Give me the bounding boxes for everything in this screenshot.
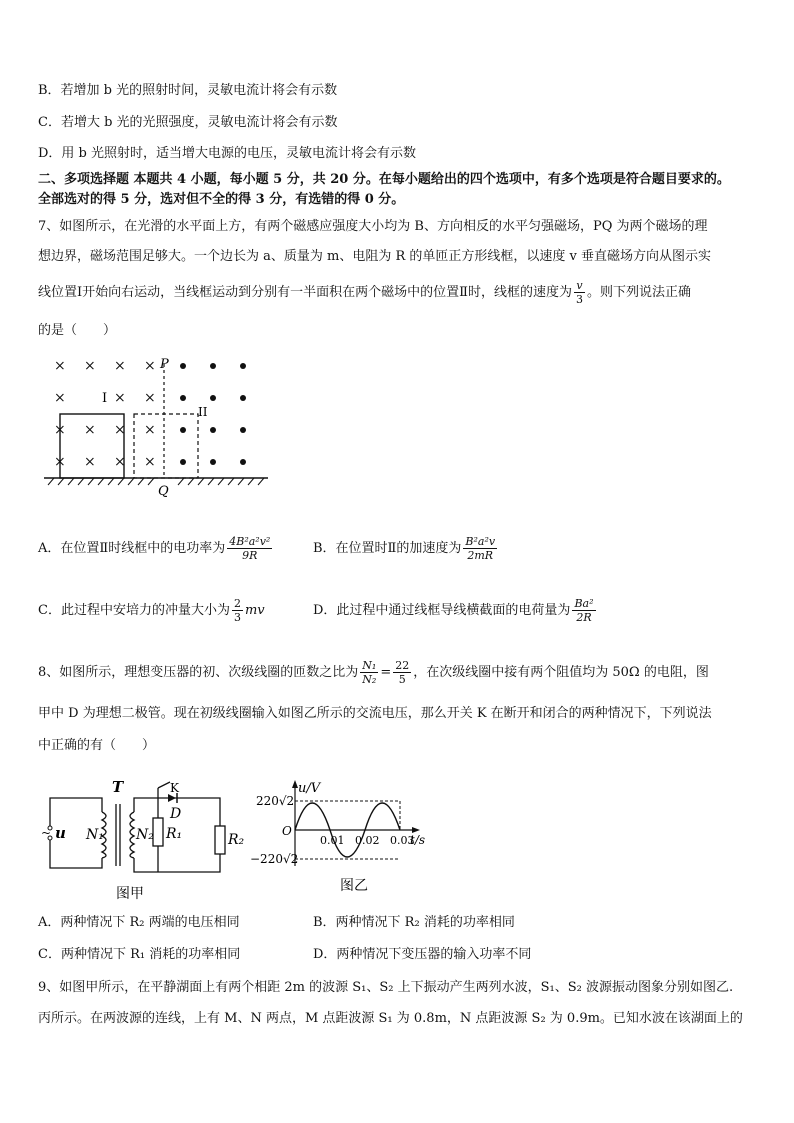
q8-ratio-fraction-1 (360, 659, 378, 686)
switch-k (158, 782, 170, 788)
secondary-coil (130, 812, 134, 858)
q7-optD-fraction (572, 597, 595, 624)
q7-optD-text: D．此过程中通过线框导线横截面的电荷量为 (313, 603, 571, 618)
cross-mark: × (54, 454, 66, 470)
dot-mark (180, 363, 186, 369)
q8-option-a: A．两种情况下 R₂ 两端的电压相同 (38, 915, 240, 930)
q7-optB-text: B．在位置时Ⅱ的加速度为 (313, 541, 462, 556)
q8-stem-1a: 8、如图所示，理想变压器的初、次级线圈的匝数之比为 (38, 665, 359, 680)
dot-mark (240, 363, 246, 369)
cross-mark: × (114, 390, 126, 406)
q7-optB-den: 2mR (467, 549, 494, 562)
caption-fig-b: 图乙 (340, 878, 368, 894)
label-n2: N₂ (136, 827, 154, 843)
cross-mark: × (144, 390, 156, 406)
q7-stem-3a: 线位置Ⅰ开始向右运动，当线框运动到分别有一半面积在两个磁场中的位置Ⅱ时，线框的速度为 (38, 285, 572, 300)
q7-stem-2: 想边界，磁场范围足够大。一个边长为 a、质量为 m、电阻为 R 的单匝正方形线框，以速度 v 垂直磁场方向从图示实 (38, 249, 712, 264)
q8-stem-3: 中正确的有（ ） (38, 738, 156, 753)
q7-optA-text: A．在位置Ⅱ时线框中的电功率为 (38, 541, 226, 556)
x-axis-label: t/s (410, 833, 425, 847)
ground-hatch (48, 478, 264, 485)
q7-optA-den: 9R (242, 549, 258, 562)
dot-mark (210, 395, 216, 401)
dot-mark (180, 459, 186, 465)
q7-stem-3 (38, 279, 691, 306)
dot-mark (240, 427, 246, 433)
label-u: u (55, 824, 66, 842)
q7-optA-num: 4B²a²v² (229, 535, 271, 548)
cross-mark: × (114, 422, 126, 438)
q7-option-a (38, 535, 274, 562)
tick-001: 0.01 (320, 834, 345, 847)
section2-instruction-1: 二、多项选择题 本题共 4 小题，每小题 5 分，共 20 分。在每小题给出的四个选项中，有多个选项是符合题目要求的。 (38, 172, 730, 187)
q7-frac-num: v (576, 279, 583, 292)
q6-option-c: C．若增大 b 光的光照强度，灵敏电流计将会有示数 (38, 115, 338, 130)
dot-mark (210, 427, 216, 433)
cross-mark: × (114, 454, 126, 470)
q8-stem-1b: ，在次级线圈中接有两个阻值均为 50Ω 的电阻，图 (413, 665, 709, 680)
dot-mark (240, 459, 246, 465)
q6-option-d: D．用 b 光照射时，适当增大电源的电压，灵敏电流计将会有示数 (38, 146, 417, 161)
q7-speed-fraction (574, 279, 585, 306)
cross-mark: × (84, 358, 96, 374)
section2-instruction-2: 全部选对的得 5 分，选对但不全的得 3 分，有选错的得 0 分。 (38, 192, 405, 207)
cross-mark: × (84, 422, 96, 438)
y-bottom-tick: −220√2 (250, 852, 299, 866)
q9-stem-2: 丙所示。在两波源的连线，上有 M、N 两点，M 点距波源 S₁ 为 0.8m，N 点距波源 S₂ 为 0.9m。已知水波在该湖面上的 (38, 1011, 743, 1026)
q8-ratio-den1: N₂ (362, 673, 377, 686)
q7-optC-mv: mv (244, 603, 265, 618)
dot-mark (180, 395, 186, 401)
resistor-r2 (215, 826, 225, 854)
cross-mark: × (84, 454, 96, 470)
q7-stem-3b: 。则下列说法正确 (586, 285, 691, 300)
label-r2: R₂ (228, 832, 245, 848)
tick-002: 0.02 (355, 834, 380, 847)
cross-mark: × (54, 422, 66, 438)
q8-ratio-num2: 22 (395, 659, 410, 672)
q8-option-c: C．两种情况下 R₁ 消耗的功率相同 (38, 947, 241, 962)
q7-optD-den: 2R (576, 611, 592, 624)
q8-waveform-figure (250, 776, 425, 904)
secondary-bottom (134, 854, 220, 872)
q8-option-b: B．两种情况下 R₂ 消耗的功率相同 (313, 915, 515, 930)
q7-optB-fraction (463, 535, 497, 562)
q7-optC-num: 2 (233, 597, 241, 610)
y-axis-label: u/V (298, 781, 321, 796)
q9-stem-1: 9、如图甲所示，在平静湖面上有两个相距 2m 的波源 S₁、S₂ 上下振动产生两列水波，S₁、S₂ 波源振动图象分别如图乙. (38, 980, 734, 995)
q7-frac-den: 3 (575, 293, 583, 306)
label-t: T (112, 778, 124, 796)
cross-mark: × (144, 358, 156, 374)
q7-stem-1: 7、如图所示，在光滑的水平面上方，有两个磁感应强度大小均为 B、方向相反的水平匀强磁场，PQ 为两个磁场的理 (38, 219, 708, 234)
q8-circuit-figure (40, 776, 245, 904)
cross-mark: × (114, 358, 126, 374)
diode-d (168, 794, 176, 802)
q7-dots (180, 363, 246, 465)
label-ii: II (198, 405, 208, 419)
cross-mark: × (54, 358, 66, 374)
dot-mark (210, 459, 216, 465)
resistor-r1 (153, 818, 163, 846)
label-i: I (102, 391, 108, 406)
q7-optC-text: C．此过程中安培力的冲量大小为 (38, 603, 230, 618)
origin-label: O (282, 824, 292, 838)
label-n1: N₁ (86, 827, 104, 843)
tick-003: 0.03 (390, 834, 415, 847)
y-top-tick: 220√2 (256, 794, 295, 808)
cross-mark: × (144, 422, 156, 438)
q7-option-d (313, 597, 598, 624)
label-q: Q (158, 484, 169, 499)
dot-mark (240, 395, 246, 401)
q7-figure (40, 352, 280, 502)
dot-mark (210, 363, 216, 369)
q7-stem-4: 的是（ ） (38, 323, 117, 338)
q8-stem-2: 甲中 D 为理想二极管。现在初级线圈输入如图乙所示的交流电压，那么开关 K 在断开和闭合的两种情况下，下列说法 (38, 706, 712, 721)
label-ac-symbol: ~ (41, 826, 52, 840)
q8-stem-1 (38, 659, 709, 686)
q7-optC-den: 3 (233, 611, 241, 624)
q8-option-d: D．两种情况下变压器的输入功率不同 (313, 947, 532, 962)
dot-mark (180, 427, 186, 433)
q8-ratio-den2: 5 (398, 673, 406, 686)
q7-optB-num: B²a²v (465, 535, 496, 548)
label-r1: R₁ (166, 826, 183, 842)
q7-optD-num: Ba² (574, 597, 594, 610)
q8-ratio-fraction-2 (393, 659, 411, 686)
q6-option-b: B．若增加 b 光的照射时间，灵敏电流计将会有示数 (38, 83, 338, 98)
q7-optC-fraction (232, 597, 243, 624)
cross-mark: × (144, 454, 156, 470)
caption-fig-a: 图甲 (116, 886, 144, 902)
label-p: P (160, 357, 169, 372)
q7-option-c (38, 597, 265, 624)
cross-mark: × (54, 390, 66, 406)
label-k: K (170, 781, 179, 795)
label-d: D (170, 806, 182, 822)
q8-ratio-eq: = (380, 665, 392, 680)
q8-ratio-num1: N₁ (362, 659, 377, 672)
q7-option-b (313, 535, 499, 562)
q7-optA-fraction (227, 535, 272, 562)
